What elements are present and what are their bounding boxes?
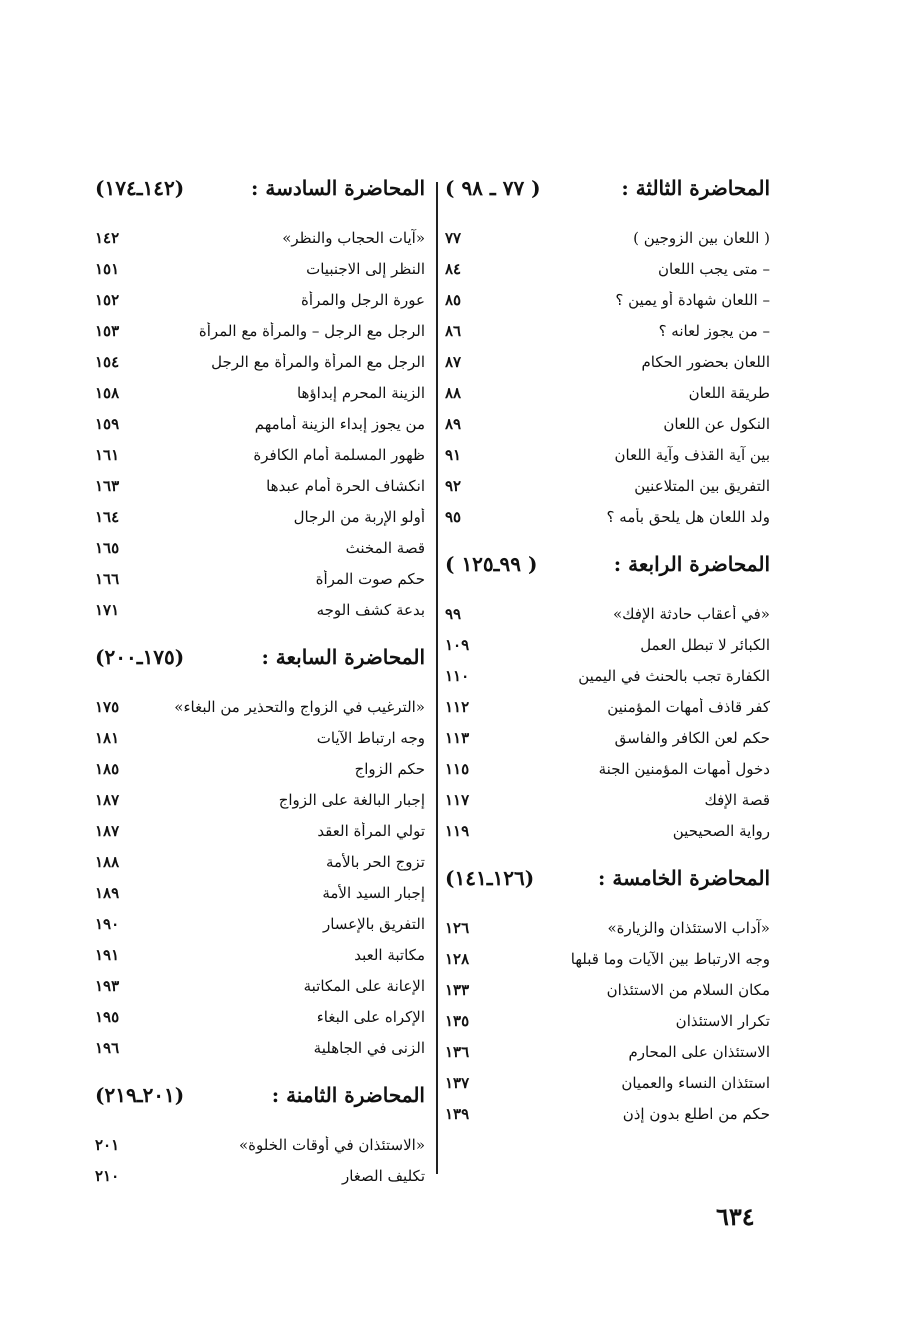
toc-entry xyxy=(95,408,425,439)
entry-title: حكم صوت المرأة xyxy=(315,569,425,588)
toc-entry xyxy=(95,970,425,1001)
entry-page: ١٨١ xyxy=(95,728,120,747)
section-page-range: (١٧٥ـ٢٠٠) xyxy=(95,645,185,669)
entry-page: ١٧١ xyxy=(95,600,120,619)
entry-title: أولو الإربة من الرجال xyxy=(293,507,425,526)
entry-title: طريقة اللعان xyxy=(688,383,770,402)
section-heading xyxy=(95,1077,425,1113)
entry-title: الرجل مع الرجل – والمرأة مع المرأة xyxy=(198,321,425,340)
entry-title: النظر إلى الاجنبيات xyxy=(306,259,425,278)
toc-entry xyxy=(95,784,425,815)
section-title: المحاضرة الخامسة : xyxy=(598,866,770,890)
entry-title: عورة الرجل والمرأة xyxy=(301,290,425,309)
entry-page: ١٢٨ xyxy=(445,949,470,968)
entry-page: ٨٥ xyxy=(445,290,462,309)
entry-title: «الترغيب في الزواج والتحذير من البغاء» xyxy=(174,697,425,716)
toc-entry xyxy=(95,284,425,315)
entry-title: حكم الزواج xyxy=(354,759,425,778)
toc-entry xyxy=(445,346,770,377)
toc-entry xyxy=(445,501,770,532)
entry-page: ٨٦ xyxy=(445,321,462,340)
entry-title: التفريق بالإعسار xyxy=(322,914,425,933)
section-title: المحاضرة الثالثة : xyxy=(621,176,770,200)
entry-page: ١٦٤ xyxy=(95,507,120,526)
toc-entry xyxy=(95,594,425,625)
entry-title: ( اللعان بين الزوجين ) xyxy=(633,228,770,247)
entry-title: إجبار السيد الأمة xyxy=(322,883,425,902)
entry-page: ٩٥ xyxy=(445,507,462,526)
entry-title: اللعان بحضور الحكام xyxy=(641,352,770,371)
section-title: المحاضرة الرابعة : xyxy=(613,552,770,576)
toc-entry xyxy=(95,346,425,377)
toc-entry xyxy=(95,908,425,939)
section-heading xyxy=(95,639,425,675)
entry-page: ١١٠ xyxy=(445,666,470,685)
toc-entry xyxy=(95,377,425,408)
toc-entry xyxy=(95,722,425,753)
entry-page: ١٧٥ xyxy=(95,697,120,716)
entry-title: دخول أمهات المؤمنين الجنة xyxy=(598,759,770,778)
entry-title: الزينة المحرم إبداؤها xyxy=(296,383,425,402)
entry-page: ٧٧ xyxy=(445,228,462,247)
entry-page: ١١٩ xyxy=(445,821,470,840)
entry-title: ولد اللعان هل يلحق بأمه ؟ xyxy=(606,507,770,526)
toc-entry xyxy=(445,315,770,346)
entry-title: وجه الارتباط بين الآيات وما قبلها xyxy=(570,949,770,968)
section-heading xyxy=(445,546,770,582)
entry-title: انكشاف الحرة أمام عبدها xyxy=(266,476,425,495)
entry-title: مكاتبة العبد xyxy=(354,945,425,964)
section-title: المحاضرة الثامنة : xyxy=(271,1083,425,1107)
entry-title: رواية الصحيحين xyxy=(672,821,770,840)
toc-entry xyxy=(445,784,770,815)
entry-title: مكان السلام من الاستئذان xyxy=(606,980,770,999)
entry-title: – متى يجب اللعان xyxy=(658,259,770,278)
entry-page: ٨٤ xyxy=(445,259,462,278)
entry-title: الكفارة تجب بالحنث في اليمين xyxy=(578,666,770,685)
entry-page: ١٨٩ xyxy=(95,883,120,902)
entry-title: «في أعقاب حادثة الإفك» xyxy=(612,604,770,623)
entry-page: ١٨٨ xyxy=(95,852,120,871)
toc-column-left xyxy=(95,170,425,1191)
entry-page: ٩٢ xyxy=(445,476,462,495)
entry-page: ٩٩ xyxy=(445,604,462,623)
entry-title: «آداب الاستئذان والزيارة» xyxy=(607,918,770,937)
entry-page: ١٩٣ xyxy=(95,976,120,995)
toc-entry xyxy=(445,974,770,1005)
toc-entry xyxy=(445,408,770,439)
entry-title: تكليف الصغار xyxy=(341,1166,425,1185)
toc-entry xyxy=(445,284,770,315)
entry-title: استئذان النساء والعميان xyxy=(621,1073,770,1092)
entry-page: ١٩٥ xyxy=(95,1007,120,1026)
toc-entry xyxy=(95,532,425,563)
toc-entry xyxy=(95,939,425,970)
entry-page: ١٠٩ xyxy=(445,635,470,654)
entry-page: ٨٨ xyxy=(445,383,462,402)
entry-title: «الاستئذان في أوقات الخلوة» xyxy=(239,1135,425,1154)
toc-entry xyxy=(95,253,425,284)
entry-title: «آيات الحجاب والنظر» xyxy=(282,228,425,247)
entry-page: ١٨٧ xyxy=(95,821,120,840)
entry-page: ١٥٤ xyxy=(95,352,120,371)
toc-entry xyxy=(445,691,770,722)
entry-page: ١١٥ xyxy=(445,759,470,778)
section-page-range: (١٢٦ـ١٤١) xyxy=(445,866,535,890)
entry-title: التفريق بين المتلاعنين xyxy=(634,476,770,495)
entry-title: الزنى في الجاهلية xyxy=(313,1038,425,1057)
entry-page: ١١٣ xyxy=(445,728,470,747)
toc-entry xyxy=(445,815,770,846)
toc-column-right xyxy=(445,170,770,1129)
toc-entry xyxy=(95,222,425,253)
entry-page: ١٥٢ xyxy=(95,290,120,309)
section-page-range: ( ٧٧ ـ ٩٨ ) xyxy=(445,176,541,200)
entry-title: بين آية القذف وآية اللعان xyxy=(614,445,770,464)
entry-page: ٨٧ xyxy=(445,352,462,371)
toc-entry xyxy=(95,1001,425,1032)
entry-page: ١٨٧ xyxy=(95,790,120,809)
section-page-range: (٢٠١ـ٢١٩) xyxy=(95,1083,185,1107)
entry-title: بدعة كشف الوجه xyxy=(316,600,425,619)
entry-page: ١٣٦ xyxy=(445,1042,470,1061)
entry-title: الإعانة على المكاتبة xyxy=(303,976,425,995)
entry-title: من يجوز إبداء الزينة أمامهم xyxy=(254,414,425,433)
entry-title: النكول عن اللعان xyxy=(663,414,770,433)
toc-entry xyxy=(445,470,770,501)
entry-page: ١٢٦ xyxy=(445,918,470,937)
toc-entry xyxy=(95,846,425,877)
toc-entry xyxy=(445,1005,770,1036)
toc-entry xyxy=(95,315,425,346)
entry-page: ١٥٨ xyxy=(95,383,120,402)
entry-title: قصة المخنث xyxy=(345,538,425,557)
entry-page: ١٩١ xyxy=(95,945,120,964)
entry-page: ١١٧ xyxy=(445,790,470,809)
toc-entry xyxy=(445,439,770,470)
entry-page: ١٥٣ xyxy=(95,321,120,340)
section-title: المحاضرة السابعة : xyxy=(261,645,425,669)
entry-title: الاستئذان على المحارم xyxy=(628,1042,770,1061)
entry-page: ١٩٦ xyxy=(95,1038,120,1057)
entry-page: ٢١٠ xyxy=(95,1166,120,1185)
toc-entry xyxy=(95,1160,425,1191)
entry-title: كفر قاذف أمهات المؤمنين xyxy=(607,697,770,716)
section-page-range: ( ٩٩ـ١٢٥ ) xyxy=(445,552,538,576)
toc-entry xyxy=(95,563,425,594)
toc-entry xyxy=(445,753,770,784)
section-heading xyxy=(95,170,425,206)
toc-entry xyxy=(445,598,770,629)
toc-entry xyxy=(445,1067,770,1098)
entry-title: الكبائر لا تبطل العمل xyxy=(640,635,770,654)
toc-entry xyxy=(445,1036,770,1067)
entry-page: ١٣٩ xyxy=(445,1104,470,1123)
entry-page: ١٣٧ xyxy=(445,1073,470,1092)
entry-title: تولي المرأة العقد xyxy=(317,821,425,840)
column-divider xyxy=(436,182,438,1174)
toc-entry xyxy=(445,377,770,408)
entry-title: حكم لعن الكافر والفاسق xyxy=(614,728,770,747)
toc-entry xyxy=(445,253,770,284)
entry-page: ٢٠١ xyxy=(95,1135,120,1154)
section-heading xyxy=(445,170,770,206)
entry-title: تكرار الاستئذان xyxy=(675,1011,770,1030)
entry-page: ١٤٢ xyxy=(95,228,120,247)
entry-page: ١٣٥ xyxy=(445,1011,470,1030)
entry-page: ١٥١ xyxy=(95,259,120,278)
page-number: ٦٣٤ xyxy=(716,1202,755,1231)
entry-title: قصة الإفك xyxy=(704,790,770,809)
toc-entry xyxy=(95,753,425,784)
entry-title: الرجل مع المرأة والمرأة مع الرجل xyxy=(211,352,425,371)
entry-title: الإكراه على البغاء xyxy=(316,1007,425,1026)
entry-page: ٩١ xyxy=(445,445,462,464)
toc-entry xyxy=(445,722,770,753)
toc-entry xyxy=(95,877,425,908)
section-page-range: (١٤٢ـ١٧٤) xyxy=(95,176,185,200)
toc-entry xyxy=(445,943,770,974)
entry-title: حكم من اطلع بدون إذن xyxy=(622,1104,770,1123)
toc-entry xyxy=(95,1032,425,1063)
toc-entry xyxy=(445,660,770,691)
toc-entry xyxy=(95,1129,425,1160)
entry-title: تزوج الحر بالأمة xyxy=(326,852,425,871)
entry-page: ١٦٦ xyxy=(95,569,120,588)
entry-page: ١٣٣ xyxy=(445,980,470,999)
section-heading xyxy=(445,860,770,896)
entry-page: ١٦٣ xyxy=(95,476,120,495)
entry-page: ١٨٥ xyxy=(95,759,120,778)
toc-entry xyxy=(445,222,770,253)
entry-title: إجبار البالغة على الزواج xyxy=(278,790,425,809)
toc-entry xyxy=(95,815,425,846)
entry-title: – اللعان شهادة أو يمين ؟ xyxy=(615,290,770,309)
toc-entry xyxy=(445,912,770,943)
section-title: المحاضرة السادسة : xyxy=(251,176,425,200)
toc-entry xyxy=(95,501,425,532)
entry-page: ١٩٠ xyxy=(95,914,120,933)
toc-entry xyxy=(445,629,770,660)
toc-entry xyxy=(445,1098,770,1129)
entry-title: – من يجوز لعانه ؟ xyxy=(658,321,770,340)
entry-title: وجه ارتباط الآيات xyxy=(316,728,425,747)
toc-entry xyxy=(95,439,425,470)
entry-page: ٨٩ xyxy=(445,414,462,433)
entry-page: ١١٢ xyxy=(445,697,470,716)
entry-title: ظهور المسلمة أمام الكافرة xyxy=(253,445,425,464)
toc-entry xyxy=(95,470,425,501)
toc-entry xyxy=(95,691,425,722)
entry-page: ١٦١ xyxy=(95,445,120,464)
entry-page: ١٦٥ xyxy=(95,538,120,557)
entry-page: ١٥٩ xyxy=(95,414,120,433)
